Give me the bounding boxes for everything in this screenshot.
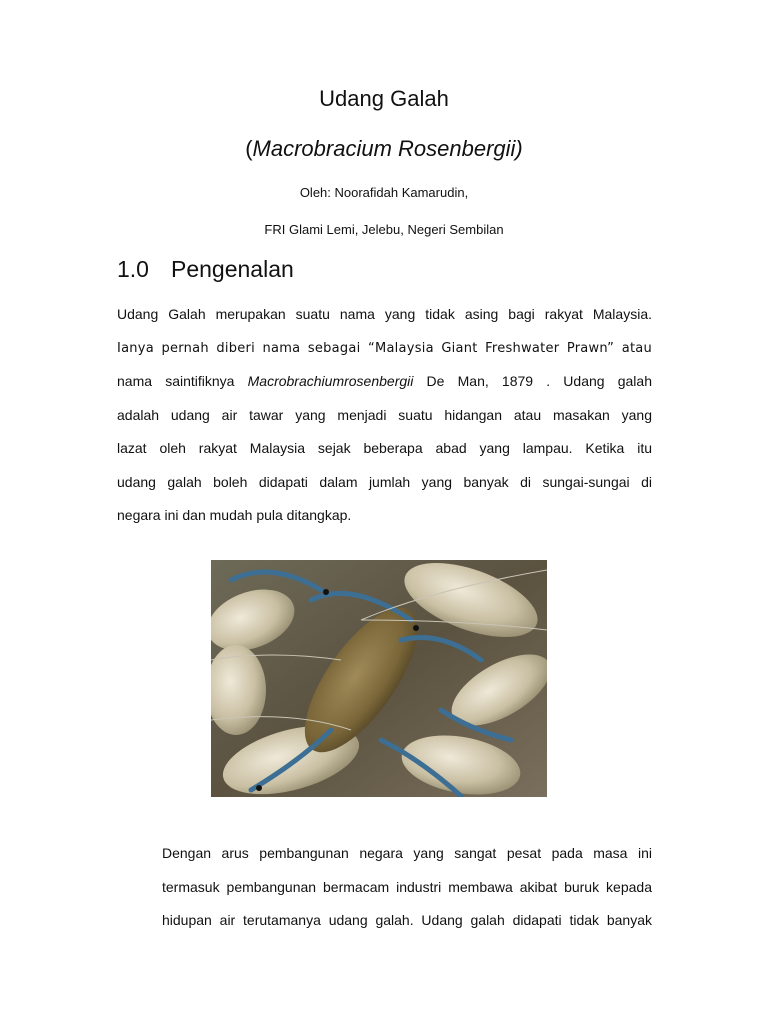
document-subtitle [0,136,768,162]
paragraph-line: termasuk pembangunan bermacam industri membawa akibat buruk kepada [162,878,652,895]
author-line: Oleh: Noorafidah Kamarudin, [299,185,469,200]
paragraph-line: Udang Galah merupakan suatu nama yang tidak asing bagi rakyat Malaysia. [117,306,652,322]
paragraph-line: adalah udang air tawar yang menjadi suatu hidangan atau masakan yang [117,406,652,423]
document-title: Udang Galah [319,86,449,111]
paragraph-line: negara ini dan mudah pula ditangkap. [117,507,352,523]
section-title: Pengenalan [171,256,294,282]
subtitle-latin-name: Macrobracium Rosenbergii) [252,136,523,161]
second-paragraph [117,837,652,938]
intro-paragraph [117,298,652,533]
text-run: nama saintifiknya [117,373,248,389]
subtitle-paren: ( [245,136,253,161]
section-heading [117,256,294,283]
section-number: 1.0 [117,256,149,282]
paragraph-line: Ianya pernah diberi nama sebagai “Malaysia Giant Freshwater Prawn” atau [117,340,652,356]
prawn-photo [211,560,547,797]
paragraph-line: lazat oleh rakyat Malaysia sejak beberapa abad yang lampau. Ketika itu [117,440,652,456]
paragraph-line [117,365,652,399]
affiliation-line: FRI Glami Lemi, Jelebu, Negeri Sembilan [264,222,504,237]
paragraph-line: Dengan arus pembangunan negara yang sangat pesat pada masa ini [162,845,652,861]
text-run: De Man, 1879 . Udang galah [413,373,652,389]
scientific-name: Macrobrachiumrosenbergii [247,373,414,389]
paragraph-line: udang galah boleh didapati dalam jumlah yang banyak di sungai-sungai di [117,473,652,490]
paragraph-line: hidupan air terutamanya udang galah. Udang galah didapati tidak banyak [162,912,652,928]
